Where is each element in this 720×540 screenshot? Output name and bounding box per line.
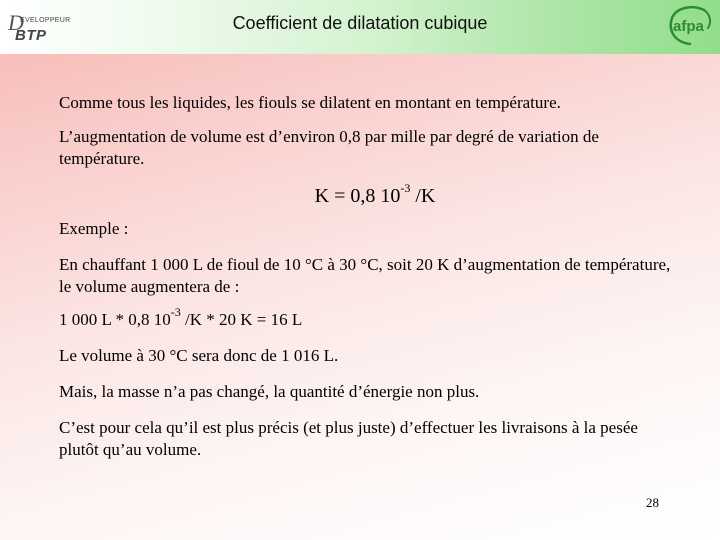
- calculation-result: /K * 20 K = 16 L: [180, 310, 303, 329]
- calculation-base: 1 000 L * 0,8 10: [59, 310, 171, 329]
- paragraph-final-volume: Le volume à 30 °C sera donc de 1 016 L.: [59, 346, 339, 365]
- formula-exponent: -3: [400, 181, 411, 196]
- calculation-line: [59, 305, 681, 331]
- formula-coefficient: [59, 181, 681, 208]
- calculation-exponent: -3: [170, 305, 181, 320]
- paragraph-intro: Comme tous les liquides, les fiouls se dilatent en montant en température.: [59, 93, 561, 112]
- afpa-logo-icon: [664, 4, 716, 48]
- logo-small-text: EVELOPPEUR: [20, 17, 71, 24]
- header-band: [0, 0, 720, 54]
- slide-body: [59, 92, 681, 461]
- developpeur-btp-logo: [6, 10, 76, 46]
- formula-base: K = 0,8 10: [314, 185, 401, 207]
- logo-d-letter: D: [8, 10, 24, 35]
- afpa-logo-text: afpa: [673, 18, 704, 35]
- paragraph-example-label: Exemple :: [59, 219, 129, 238]
- formula-unit: /K: [410, 185, 436, 207]
- paragraph-example-heating: En chauffant 1 000 L de fioul de 10 °C à 30 °C, soit 20 K d’augmentation de température, le volume augmentera de :: [59, 255, 671, 296]
- afpa-logo: [664, 4, 716, 48]
- paragraph-augmentation: L’augmentation de volume est d’environ 0,8 par mille par degré de variation de température.: [59, 127, 599, 168]
- paragraph-conclusion: C’est pour cela qu’il est plus précis (et plus juste) d’effectuer les livraisons à la pesée plutôt qu’au volume.: [59, 418, 638, 459]
- slide-title: Coefficient de dilatation cubique: [232, 13, 488, 33]
- logo-btp-text: BTP: [15, 27, 47, 44]
- page-number: 28: [646, 495, 659, 510]
- paragraph-mass: Mais, la masse n’a pas changé, la quantité d’énergie non plus.: [59, 382, 480, 401]
